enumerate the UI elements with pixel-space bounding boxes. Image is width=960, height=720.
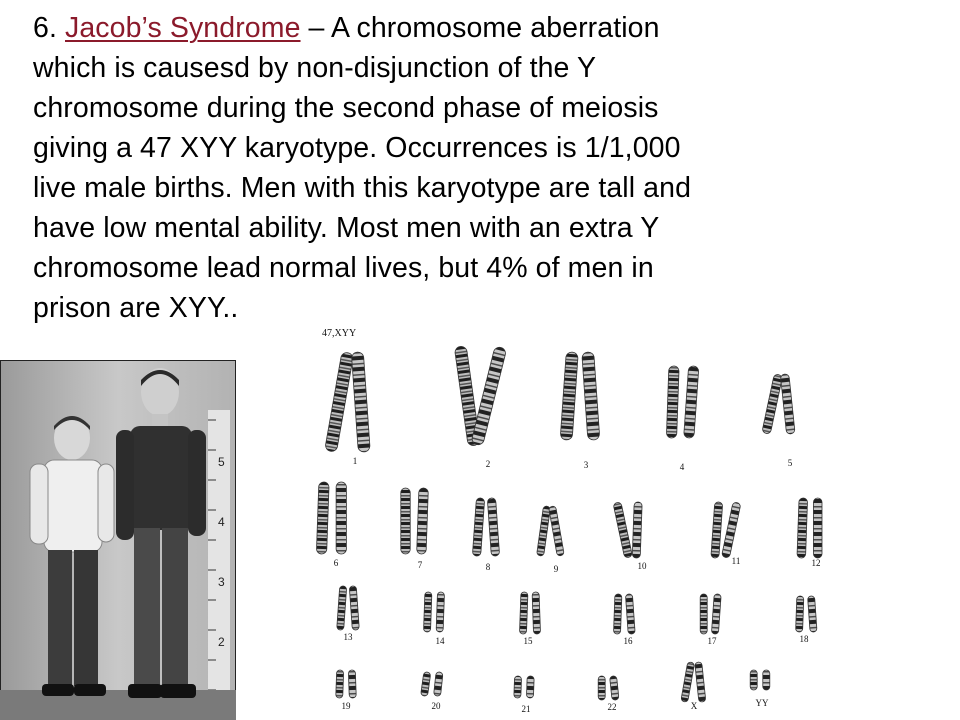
chromosome (582, 352, 600, 441)
chromosome (519, 592, 527, 634)
chromosome (487, 498, 499, 556)
karyotype-label: 47,XYY (322, 328, 357, 339)
chromosome (808, 596, 817, 632)
chromosome-pair-label: 18 (799, 634, 809, 644)
chromosome-pair-label: 11 (731, 556, 741, 566)
chromosome (348, 670, 356, 698)
ruler-mark: 4 (218, 515, 225, 529)
item-number: 6. (33, 12, 65, 44)
chromosome (526, 676, 534, 698)
chromosome (614, 594, 622, 634)
chromosome (549, 506, 565, 556)
chromosome-pair-label: 3 (583, 460, 589, 470)
chromosome-pair-label: 6 (333, 558, 339, 568)
chromosome (351, 352, 370, 453)
chromosome (598, 676, 605, 700)
chromosome-pair-label: 1 (352, 456, 358, 466)
ruler-mark: 2 (218, 635, 225, 649)
text-line-8: prison are XYY.. (33, 292, 239, 324)
chromosome-pair-label: 9 (553, 564, 559, 574)
chromosome (471, 346, 507, 446)
chromosome (337, 586, 347, 630)
chromosome (681, 662, 695, 703)
text-line-6: have low mental ability. Most men with an extra Y (33, 212, 660, 244)
chromosome-pair-label: 2 (485, 459, 491, 469)
chromosome (436, 592, 444, 632)
chromosome-pair-label: 21 (521, 704, 531, 714)
chromosome-set (316, 346, 822, 703)
jacobs-syndrome-link[interactable]: Jacob’s Syndrome (65, 12, 301, 44)
chromosome-pair-label: X (690, 701, 698, 711)
chromosome (632, 502, 642, 558)
chromosome (700, 594, 707, 634)
chromosome-pair-label: 19 (341, 701, 351, 711)
chromosome-pair-label: 8 (485, 562, 491, 572)
text-line-3: chromosome during the second phase of meiosis (33, 92, 659, 124)
chromosome (625, 594, 635, 634)
text-line-1 (33, 8, 933, 48)
line1-rest: – A chromosome aberration (300, 12, 660, 44)
chromosome-pair-label: 15 (523, 636, 533, 646)
chromosome (514, 676, 522, 698)
chromosome (424, 592, 432, 632)
chromosome (349, 586, 359, 630)
chromosome-pair-label: YY (755, 698, 769, 708)
chromosome-pair-label: 12 (811, 558, 821, 568)
ruler-mark: 5 (218, 455, 225, 469)
chromosome (421, 672, 431, 697)
photo-two-men (0, 360, 236, 720)
slide-body-text (33, 8, 933, 328)
chromosome (472, 498, 484, 556)
chromosome-pair-label: 7 (417, 560, 423, 570)
chromosome-pair-label: 17 (707, 636, 717, 646)
text-line-4: giving a 47 XYY karyotype. Occurrences is 1/1,000 (33, 132, 681, 164)
chromosome (610, 676, 619, 701)
chromosome-pair-label: 4 (679, 462, 685, 472)
chromosome (537, 506, 551, 557)
chromosome-pair-label: 22 (607, 702, 617, 712)
chromosome (560, 352, 578, 441)
text-line-2: which is causesd by non-disjunction of the Y (33, 52, 597, 84)
chromosome (325, 352, 354, 453)
karyotype-47xyy (310, 322, 870, 720)
chromosome (711, 502, 723, 558)
chromosome (763, 670, 770, 690)
chromosome-pair-label: 16 (623, 636, 633, 646)
chromosome (613, 502, 632, 558)
text-line-5: live male births. Men with this karyotype are tall and (33, 172, 692, 204)
chromosome (666, 366, 679, 438)
chromosome-pair-label: 20 (431, 701, 441, 711)
chromosome (721, 502, 740, 558)
text-line-7: chromosome lead normal lives, but 4% of men in (33, 252, 654, 284)
chromosome (532, 592, 540, 634)
chromosome (434, 672, 443, 697)
chromosome (336, 670, 344, 698)
chromosome (780, 374, 795, 435)
chromosome-pair-label: 5 (787, 458, 793, 468)
ruler-mark: 3 (218, 575, 225, 589)
chromosome (762, 374, 783, 434)
chromosome-pair-label: 10 (637, 561, 647, 571)
chromosome (684, 366, 699, 439)
chromosome (797, 498, 808, 558)
chromosome-pair-label: 13 (343, 632, 353, 642)
chromosome (401, 488, 410, 554)
chromosome (813, 498, 822, 558)
chromosome (711, 594, 721, 634)
chromosome-pair-label: 14 (435, 636, 445, 646)
chromosome (417, 488, 429, 554)
chromosome (750, 670, 757, 690)
chromosome (316, 482, 329, 554)
chromosome (796, 596, 804, 632)
chromosome (695, 662, 706, 703)
chromosome (336, 482, 346, 554)
